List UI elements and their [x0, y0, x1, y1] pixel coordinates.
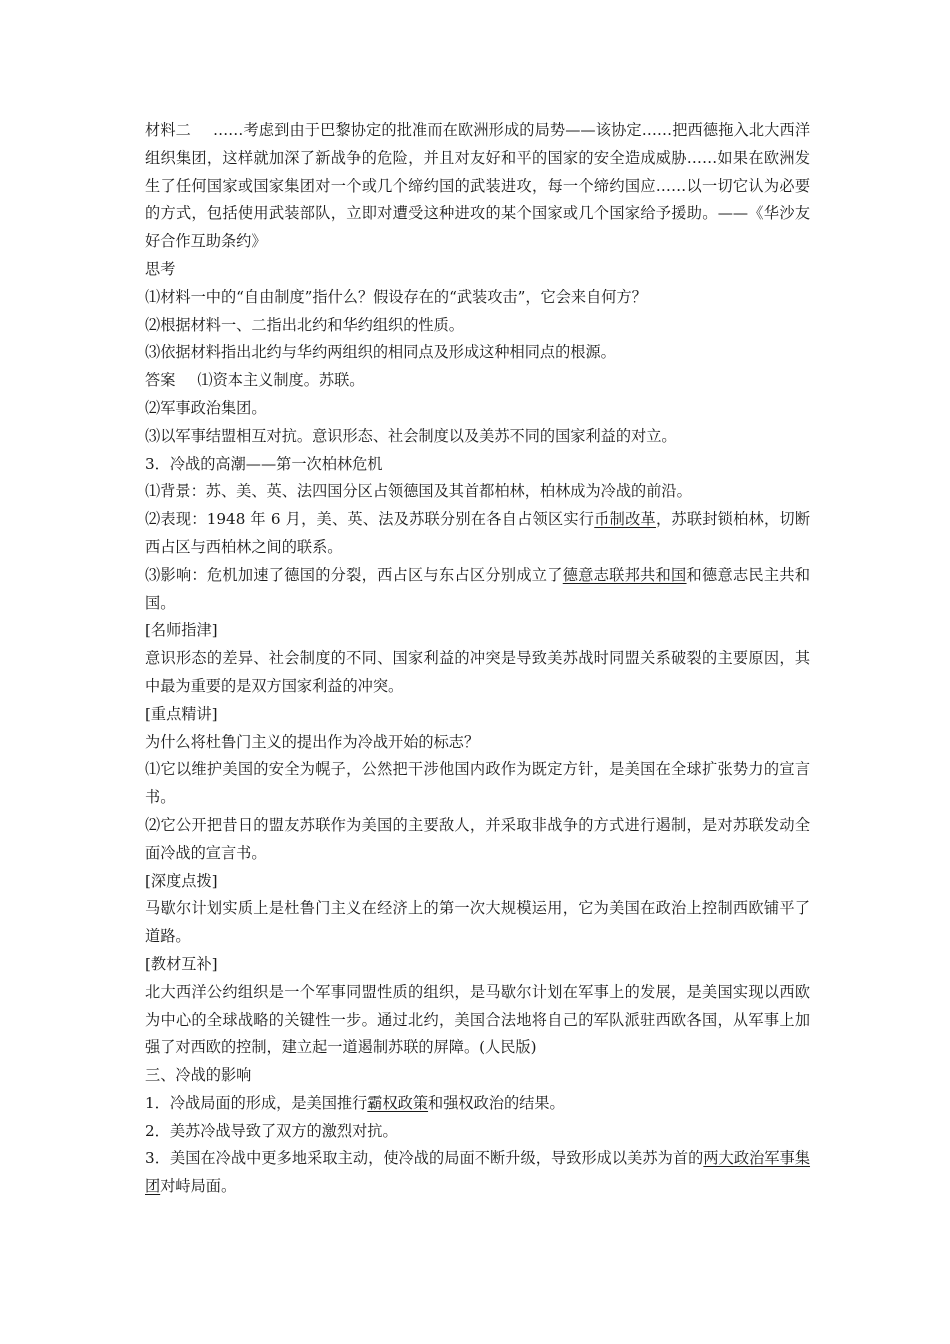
- think-heading: 思考: [145, 259, 176, 278]
- teacher-tag: [名师指津]: [145, 621, 218, 640]
- expression-text-post: ，苏联封锁柏林，切断西占区与西柏林之间的联系。: [145, 510, 811, 556]
- answer-paragraph: [145, 367, 810, 395]
- frg-term: 德意志联邦共和国: [562, 565, 687, 584]
- answer-1: ⑴资本主义制度。苏联。: [197, 371, 365, 390]
- supplement-tag: [教材互补]: [145, 954, 218, 973]
- teacher-text: 意识形态的差异、社会制度的不同、国家利益的冲突是导致美苏战时同盟关系破裂的主要原因，其中最为重要的是双方国家利益的冲突。: [145, 649, 810, 695]
- supplement-text: 北大西洋公约组织是一个军事同盟性质的组织，是马歇尔计划在军事上的发展，是美国实现以西欧为中心的全球战略的关键性一步。通过北约，美国合法地将自己的军队派驻西欧各国，从军事上加强了对西欧的控制，建立起一道遏制苏联的屏障。(人民版): [145, 982, 810, 1057]
- think-question-3: ⑶依据材料指出北约与华约两组织的相同点及形成这种相同点的根源。: [145, 343, 616, 362]
- impact-title: 三、冷战的影响: [145, 1066, 252, 1085]
- focus-tag: [重点精讲]: [145, 704, 218, 723]
- impact-text-post: 和德意志民主共和国。: [145, 565, 811, 612]
- currency-reform-term: 币制改革: [594, 510, 656, 529]
- impact-item-2: 2．美苏冷战导致了双方的激烈对抗。: [145, 1121, 398, 1140]
- depth-tag: [深度点拨]: [145, 871, 218, 890]
- focus-point-2: ⑵它公开把昔日的盟友苏联作为美国的主要敌人，并采取非战争的方式进行遏制，是对苏联发动全面冷战的宣言书。: [145, 815, 810, 862]
- depth-text: 马歇尔计划实质上是杜鲁门主义在经济上的第一次大规模运用，它为美国在政治上控制西欧铺平了道路。: [145, 899, 810, 946]
- impact-text-pre: ⑶影响：危机加速了德国的分裂，西占区与东占区分别成立了: [145, 565, 563, 584]
- impact-item-3: [145, 1145, 810, 1201]
- hegemony-policy-term: 霸权政策: [367, 1093, 429, 1112]
- think-question-2: ⑵根据材料一、二指出北约和华约组织的性质。: [145, 315, 464, 334]
- answer-2: ⑵军事政治集团。: [145, 398, 267, 417]
- answer-label: 答案: [145, 371, 176, 390]
- answer-3: ⑶以军事结盟相互对抗。意识形态、社会制度以及美苏不同的国家利益的对立。: [145, 426, 677, 445]
- two-blocs-term: 两大政治军事集团: [145, 1149, 811, 1196]
- impact-1-pre: 1．冷战局面的形成，是美国推行: [145, 1093, 368, 1112]
- focus-point-1: ⑴它以维护美国的安全为幌子，公然把干涉他国内政作为既定方针，是美国在全球扩张势力的宣言书。: [145, 760, 810, 807]
- impact-1-post: 和强权政治的结果。: [428, 1093, 565, 1112]
- material-two-label: 材料二: [145, 121, 191, 139]
- impact-item-1: [145, 1090, 810, 1118]
- expression-text-pre: ⑵表现：1948 年 6 月，美、英、法及苏联分别在各自占领区实行: [145, 510, 595, 529]
- section-3-background: ⑴背景：苏、美、英、法四国分区占领德国及其首都柏林，柏林成为冷战的前沿。: [145, 482, 692, 501]
- think-question-1: ⑴材料一中的“自由制度”指什么？假设存在的“武装攻击”，它会来自何方？: [145, 287, 647, 306]
- section-3-title: 3．冷战的高潮——第一次柏林危机: [145, 454, 383, 473]
- material-two-paragraph: [145, 117, 810, 256]
- material-two-text: ……考虑到由于巴黎协定的批准而在欧洲形成的局势——该协定……把西德拖入北大西洋组织集团，这样就加深了新战争的危险，并且对友好和平的国家的安全造成威胁……如果在欧洲发生了任何国家或国家集团对一个或几个缔约国的武装进攻，每一个缔约国应……以一切它认为必要的方式，包括使用武装部队，立即对遭受这种进攻的某个国家或几个国家给予援助。——《华沙友好合作互助条约》: [145, 121, 811, 251]
- impact-3-pre: 3．美国在冷战中更多地采取主动，使冷战的局面不断升级，导致形成以美苏为首的: [145, 1149, 704, 1168]
- section-3-expression: [145, 506, 810, 562]
- section-3-impact: [145, 562, 810, 618]
- impact-3-post: 对峙局面。: [160, 1177, 237, 1196]
- focus-question: 为什么将杜鲁门主义的提出作为冷战开始的标志？: [145, 732, 480, 751]
- document-page: [145, 117, 810, 1201]
